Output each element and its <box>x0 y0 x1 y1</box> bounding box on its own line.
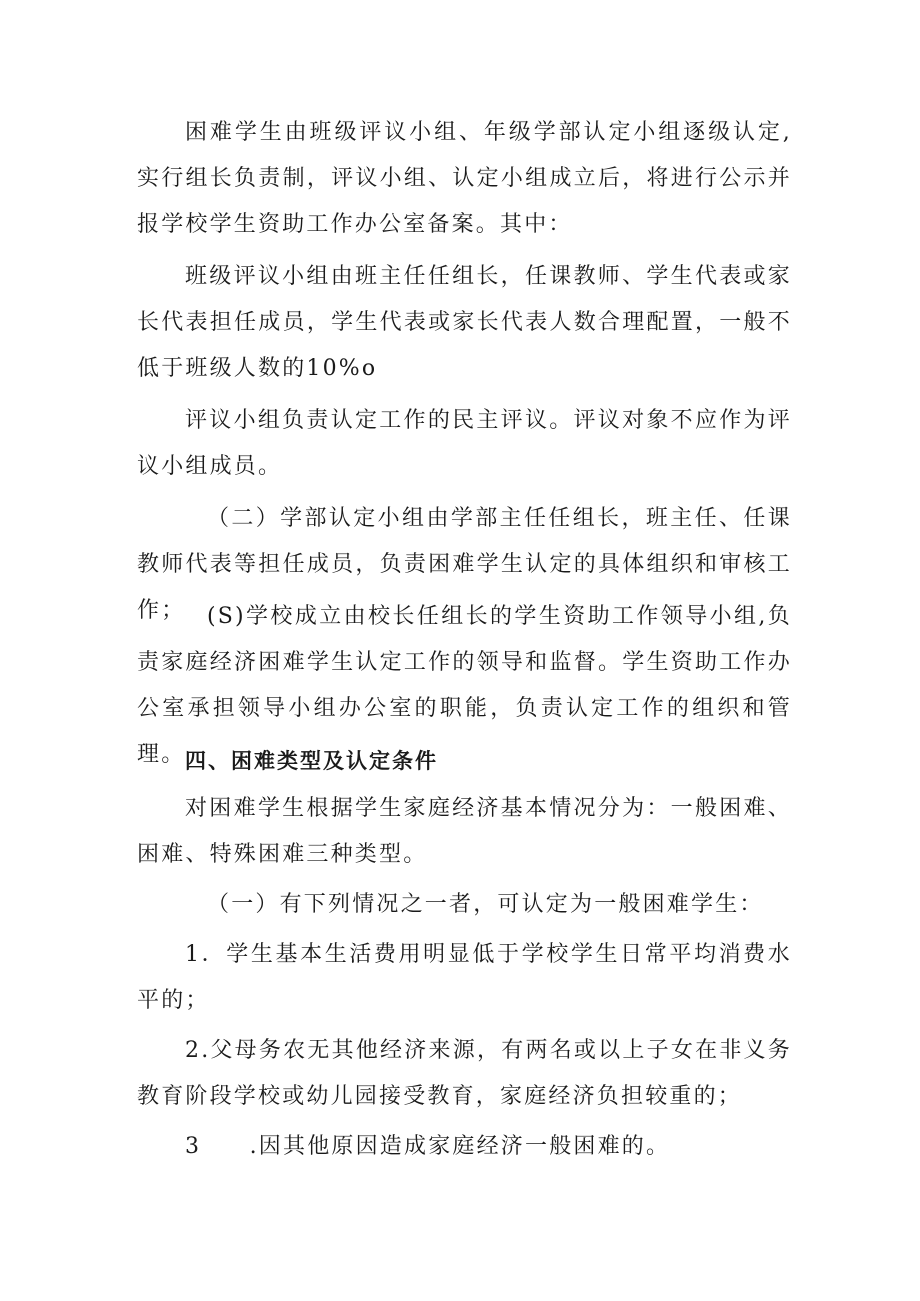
paragraph-review-groups: 困难学生由班级评议小组、年级学部认定小组逐级认定,实行组长负责制，评议小组、认定小组成立后，将进行公示并报学校学生资助工作办公室备案。其中： <box>137 120 792 237</box>
list-item-3: 3 .因其他原因造成家庭经济一般困难的。 <box>185 1134 671 1159</box>
paragraph-difficulty-classification: 对困难学生根据学生家庭经济基本情况分为：一般困难、困难、特殊困难三种类型。 <box>137 796 792 867</box>
paragraph-department-group: （二）学部认定小组由学部主任任组长，班主任、任课教师代表等担任成员，负责困难学生认定的具体组织和审核工作； <box>137 506 792 623</box>
paragraph-class-review-group: 班级评议小组由班主任任组长，任课教师、学生代表或家长代表担任成员，学生代表或家长代表人数合理配置，一般不低于班级人数的10%o <box>137 264 792 381</box>
section-heading-difficulty-types: 四、困难类型及认定条件 <box>185 749 438 773</box>
paragraph-school-leadership-group: (S)学校成立由校长任组长的学生资助工作领导小组,负责家庭经济困难学生认定工作的领导和监督。学生资助工作办公室承担领导小组办公室的职能，负责认定工作的组织和管理。 <box>137 604 792 767</box>
paragraph-general-difficulty-intro: （一）有下列情况之一者，可认定为一般困难学生： <box>207 892 764 917</box>
list-item-1: 1．学生基本生活费用明显低于学校学生日常平均消费水平的； <box>137 942 792 1013</box>
list-item-2: 2.父母务农无其他经济来源，有两名或以上子女在非义务教育阶段学校或幼儿园接受教育，家庭经济负担较重的； <box>137 1038 792 1109</box>
paragraph-review-duty: 评议小组负责认定工作的民主评议。评议对象不应作为评议小组成员。 <box>137 408 792 479</box>
